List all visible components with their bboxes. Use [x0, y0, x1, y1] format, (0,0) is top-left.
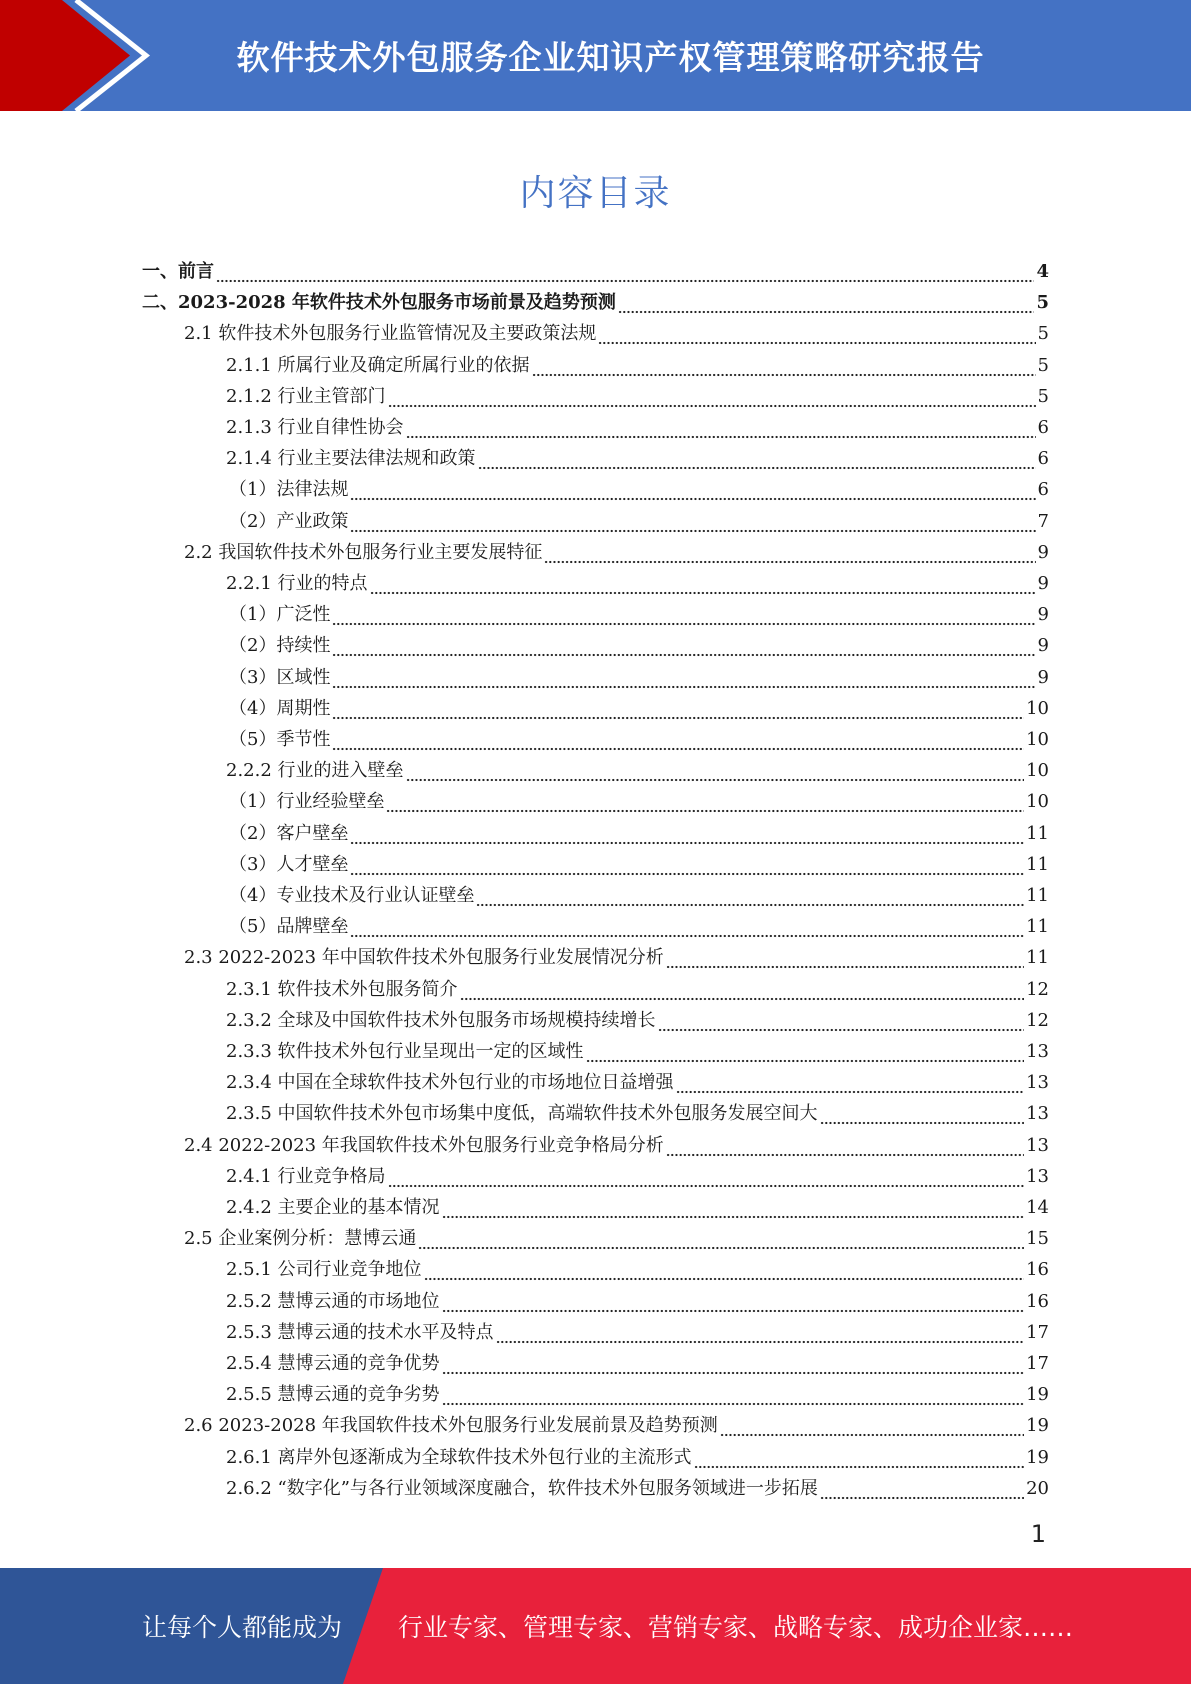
toc-entry-page: 19 — [1026, 1415, 1049, 1437]
toc-entry-label: 2.5.2 慧博云通的市场地位 — [226, 1290, 440, 1312]
toc-entry-page: 10 — [1026, 791, 1049, 813]
toc-entry-label: （2）持续性 — [229, 635, 331, 657]
toc-entry-page: 11 — [1026, 916, 1049, 938]
toc-entry-label: （1）行业经验壁垒 — [229, 791, 385, 813]
dot-leader — [658, 1018, 1025, 1032]
dot-leader — [460, 987, 1025, 1001]
toc-entry-label: 一、前言 — [142, 261, 214, 282]
toc-entry-page: 17 — [1026, 1353, 1049, 1374]
dot-leader — [406, 425, 1036, 439]
toc-entry[interactable] — [226, 1002, 1049, 1032]
toc-entry-page: 6 — [1037, 448, 1049, 470]
dot-leader — [720, 1423, 1024, 1437]
toc-entry[interactable] — [226, 1439, 1049, 1469]
dot-leader — [442, 1361, 1025, 1375]
dot-leader — [406, 768, 1025, 782]
toc-entry[interactable] — [226, 1095, 1049, 1125]
toc-entry[interactable] — [229, 908, 1049, 938]
dot-leader — [676, 1080, 1025, 1094]
toc-entry-page: 16 — [1026, 1259, 1049, 1281]
dot-leader — [350, 487, 1035, 501]
toc-entry-label: 2.5.5 慧博云通的竞争劣势 — [226, 1384, 440, 1406]
dot-leader — [820, 1111, 1025, 1125]
toc-entry-label: 2.5.4 慧博云通的竞争优势 — [226, 1353, 440, 1374]
dot-leader — [476, 893, 1024, 907]
toc-entry-label: （5）品牌壁垒 — [229, 916, 349, 938]
toc-entry-page: 5 — [1037, 385, 1049, 407]
toc-entry[interactable] — [226, 1314, 1049, 1344]
footer-slogan-left: 让每个人都能成为 — [142, 1613, 343, 1642]
dot-leader — [350, 862, 1024, 876]
toc-entry-page: 5 — [1036, 292, 1049, 314]
toc-entry[interactable] — [184, 1220, 1049, 1250]
report-title: 软件技术外包服务企业知识产权管理策略研究报告 — [236, 38, 985, 77]
toc-entry-page: 13 — [1026, 1072, 1049, 1094]
toc-entry-page: 10 — [1026, 729, 1049, 750]
toc-entry-page: 16 — [1026, 1290, 1049, 1312]
dot-leader — [820, 1486, 1024, 1500]
toc-entry[interactable] — [229, 659, 1049, 689]
toc-entry[interactable] — [184, 939, 1049, 969]
toc-entry[interactable] — [226, 1345, 1049, 1375]
dot-leader — [442, 1299, 1025, 1313]
toc-entry-label: （1）法律法规 — [229, 479, 349, 501]
dot-leader — [496, 1330, 1025, 1344]
toc-entry-label: （5）季节性 — [229, 729, 331, 750]
toc-entry-label: 2.1.4 行业主要法律法规和政策 — [226, 448, 476, 470]
toc-heading: 内容目录 — [519, 173, 672, 214]
toc-entry-label: 2.6 2023-2028 年我国软件技术外包服务行业发展前景及趋势预测 — [184, 1415, 718, 1437]
toc-entry-page: 11 — [1026, 853, 1049, 875]
toc-entry-label: 2.1.3 行业自律性协会 — [226, 417, 404, 438]
toc-entry-label: （2）产业政策 — [229, 510, 349, 532]
toc-entry-page: 10 — [1026, 760, 1049, 782]
toc-entry[interactable] — [142, 284, 1049, 314]
dot-leader — [532, 363, 1036, 377]
toc-entry-label: 2.3 2022-2023 年中国软件技术外包服务行业发展情况分析 — [184, 947, 664, 969]
toc-entry-label: 2.6.2 “数字化”与各行业领域深度融合，软件技术外包服务领域进一步拓展 — [226, 1477, 818, 1499]
toc-entry-page: 20 — [1026, 1477, 1049, 1499]
dot-leader — [694, 1455, 1025, 1469]
toc-entry[interactable] — [184, 534, 1049, 564]
toc-entry[interactable] — [229, 877, 1049, 907]
toc-entry-label: 2.2 我国软件技术外包服务行业主要发展特征 — [184, 541, 543, 563]
toc-entry-page: 14 — [1026, 1197, 1049, 1218]
toc-entry[interactable] — [142, 253, 1049, 283]
toc-entry-page: 7 — [1037, 510, 1049, 532]
toc-entry-page: 11 — [1026, 947, 1049, 969]
toc-entry-page: 15 — [1026, 1228, 1049, 1250]
dot-leader — [478, 456, 1036, 470]
toc-entry-label: 2.5 企业案例分析：慧博云通 — [184, 1228, 417, 1250]
toc-entry-label: 2.3.4 中国在全球软件技术外包行业的市场地位日益增强 — [226, 1072, 674, 1094]
toc-entry[interactable] — [184, 1407, 1049, 1437]
toc-entry-page: 6 — [1037, 417, 1049, 438]
toc-entry-label: 2.4.2 主要企业的基本情况 — [226, 1197, 440, 1218]
dot-leader — [544, 550, 1035, 564]
toc-entry[interactable] — [226, 1376, 1049, 1406]
dot-leader — [666, 1143, 1024, 1157]
toc-entry[interactable] — [229, 596, 1049, 626]
toc-entry-label: （3）人才壁垒 — [229, 853, 349, 875]
toc-entry-page: 11 — [1026, 822, 1049, 844]
toc-entry-page: 19 — [1026, 1446, 1049, 1468]
toc-entry[interactable] — [229, 690, 1049, 720]
toc-entry-label: 2.1.1 所属行业及确定所属行业的依据 — [226, 354, 530, 376]
toc-entry-page: 9 — [1037, 573, 1049, 594]
toc-entry[interactable] — [226, 1064, 1049, 1094]
dot-leader — [386, 799, 1024, 813]
toc-entry[interactable] — [226, 409, 1049, 439]
toc-entry-page: 6 — [1037, 479, 1049, 501]
toc-entry-page: 13 — [1026, 1165, 1049, 1187]
toc-entry-page: 9 — [1037, 666, 1049, 688]
footer-banner — [0, 1568, 1191, 1684]
toc-entry-label: 2.3.2 全球及中国软件技术外包服务市场规模持续增长 — [226, 1009, 656, 1031]
toc-entry-page: 17 — [1026, 1321, 1049, 1343]
toc-entry[interactable] — [229, 627, 1049, 657]
toc-entry[interactable] — [229, 503, 1049, 533]
toc-entry-page: 19 — [1026, 1384, 1049, 1406]
toc-entry-page: 13 — [1026, 1041, 1049, 1062]
toc-entry[interactable] — [226, 752, 1049, 782]
dot-leader — [424, 1267, 1025, 1281]
dot-leader — [350, 519, 1035, 533]
toc-entry[interactable] — [184, 315, 1049, 345]
toc-entry[interactable] — [229, 471, 1049, 501]
toc-entry[interactable] — [226, 1283, 1049, 1313]
dot-leader — [418, 1236, 1024, 1250]
toc-entry-label: 2.5.3 慧博云通的技术水平及特点 — [226, 1321, 494, 1343]
dot-leader — [350, 831, 1024, 845]
dot-leader — [388, 1174, 1025, 1188]
dot-leader — [332, 706, 1024, 720]
toc-entry-page: 9 — [1037, 541, 1049, 563]
toc-entry-page: 5 — [1037, 354, 1049, 376]
toc-entry-label: 2.3.3 软件技术外包行业呈现出一定的区域性 — [226, 1041, 584, 1062]
toc-entry[interactable] — [226, 1033, 1049, 1063]
toc-entry-page: 5 — [1037, 323, 1049, 345]
toc-entry-label: （3）区域性 — [229, 666, 331, 688]
toc-entry-page: 4 — [1036, 261, 1049, 282]
dot-leader — [598, 331, 1035, 345]
toc-entry[interactable] — [226, 1189, 1049, 1219]
toc-entry[interactable] — [226, 378, 1049, 408]
toc-entry-page: 12 — [1026, 1009, 1049, 1031]
toc-entry-label: 2.1.2 行业主管部门 — [226, 385, 386, 407]
dot-leader — [332, 675, 1035, 689]
dot-leader — [370, 581, 1036, 595]
dot-leader — [332, 737, 1024, 751]
toc-entry-label: 2.2.1 行业的特点 — [226, 573, 368, 594]
dot-leader — [586, 1049, 1025, 1063]
toc-entry-page: 10 — [1026, 697, 1049, 719]
toc-entry-label: （4）周期性 — [229, 697, 331, 719]
dot-leader — [388, 394, 1036, 408]
toc-entry[interactable] — [226, 1251, 1049, 1281]
toc-entry[interactable] — [226, 440, 1049, 470]
toc-entry-label: 2.3.5 中国软件技术外包市场集中度低，高端软件技术外包服务发展空间大 — [226, 1103, 818, 1125]
toc-entry[interactable] — [229, 815, 1049, 845]
toc-entry[interactable] — [229, 783, 1049, 813]
toc-entry-page: 12 — [1026, 978, 1049, 1000]
toc-entry[interactable] — [226, 1470, 1049, 1500]
page-number: 1 — [1030, 1520, 1046, 1548]
dot-leader — [216, 269, 1034, 283]
toc-entry-label: （1）广泛性 — [229, 604, 331, 626]
toc-entry-page: 9 — [1037, 604, 1049, 626]
dot-leader — [332, 612, 1035, 626]
toc-entry-label: 二、2023-2028 年软件技术外包服务市场前景及趋势预测 — [142, 292, 616, 314]
toc-entry-label: 2.4 2022-2023 年我国软件技术外包服务行业竞争格局分析 — [184, 1134, 664, 1156]
dot-leader — [442, 1205, 1025, 1219]
toc-entry-page: 13 — [1026, 1134, 1049, 1156]
header-banner — [0, 0, 1191, 111]
dot-leader — [666, 955, 1024, 969]
toc-entry-label: 2.5.1 公司行业竞争地位 — [226, 1259, 422, 1281]
dot-leader — [442, 1392, 1025, 1406]
dot-leader — [332, 643, 1035, 657]
toc-entry-label: （4）专业技术及行业认证壁垒 — [229, 885, 475, 906]
toc-entry[interactable] — [184, 1127, 1049, 1157]
toc-entry[interactable] — [229, 846, 1049, 876]
toc-entry-page: 13 — [1026, 1103, 1049, 1125]
toc-entry-page: 11 — [1026, 885, 1049, 906]
toc-entry[interactable] — [229, 721, 1049, 751]
dot-leader — [350, 924, 1024, 938]
toc-entry-label: 2.6.1 离岸外包逐渐成为全球软件技术外包行业的主流形式 — [226, 1446, 692, 1468]
toc-entry-label: 2.2.2 行业的进入壁垒 — [226, 760, 404, 782]
toc-entry[interactable] — [226, 1158, 1049, 1188]
toc-entry-label: 2.3.1 软件技术外包服务简介 — [226, 978, 458, 1000]
toc-entry[interactable] — [226, 971, 1049, 1001]
toc-entry-label: 2.1 软件技术外包服务行业监管情况及主要政策法规 — [184, 323, 597, 345]
toc-entry[interactable] — [226, 347, 1049, 377]
dot-leader — [618, 300, 1035, 314]
toc-entry-page: 9 — [1037, 635, 1049, 657]
toc-entry-label: 2.4.1 行业竞争格局 — [226, 1165, 386, 1187]
footer-slogan-right: 行业专家、管理专家、营销专家、战略专家、成功企业家…… — [398, 1613, 1074, 1642]
toc-entry-label: （2）客户壁垒 — [229, 822, 349, 844]
toc-entry[interactable] — [226, 565, 1049, 595]
